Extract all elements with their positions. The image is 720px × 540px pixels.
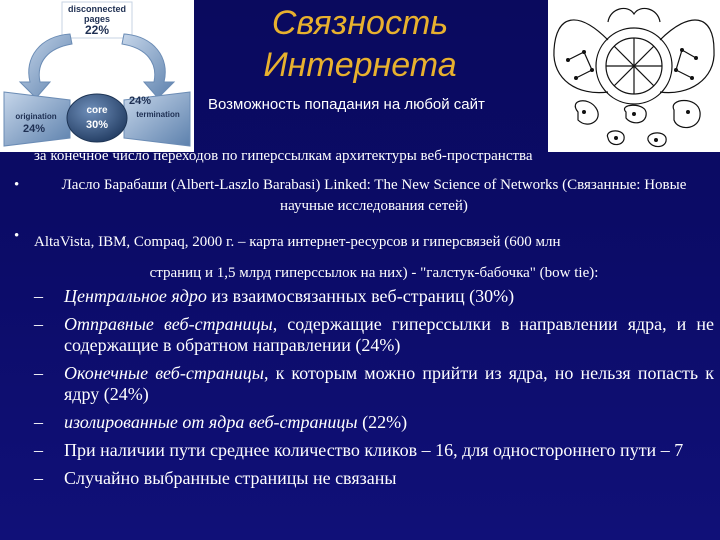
sub-item-text: Случайно выбранные страницы не связаны [64, 468, 397, 488]
dash-icon: – [34, 412, 43, 432]
bullet-item [14, 175, 714, 217]
sub-item [34, 440, 714, 461]
network-sketch-svg [548, 0, 720, 152]
termination-label: termination [136, 110, 180, 119]
island-right [673, 101, 700, 128]
bullet-text: Ласло Барабаши (Albert-Laszlo Barabasi) Linked: The New Science of Networks (Связанные: Новые научные исследования сетей) [61, 177, 687, 214]
sub-item-emphasis: Отправные веб-страницы [64, 314, 273, 334]
sub-item-emphasis: Оконечные веб-страницы [64, 363, 264, 383]
dash-icon: – [34, 468, 43, 488]
sub-item [34, 314, 714, 356]
core-pct: 30% [85, 119, 109, 131]
sub-item [34, 468, 714, 489]
bullet-icon: • [14, 228, 20, 244]
sub-item-text: из взаимосвязанных веб-страниц (30%) [206, 286, 515, 306]
sub-item-text: (22%) [357, 412, 408, 432]
network-sketch [548, 0, 720, 152]
slide-subtitle: Возможность попадания на любой сайт [208, 96, 485, 113]
slide-title: Связность Интернета [263, 4, 457, 84]
sub-item [34, 412, 714, 433]
bullet-icon: • [14, 177, 20, 193]
core-ellipse [67, 94, 127, 142]
sub-item-text: , к которым можно прийти из ядра, но нельзя попасть к ядру (24%) [64, 363, 714, 404]
dash-icon: – [34, 363, 43, 383]
sub-item-emphasis: Центральное ядро [64, 286, 207, 306]
pages-label: pages [83, 14, 111, 24]
subtitle-continuation: за конечное число переходов по гиперссылкам архитектуры веб-пространства [34, 148, 533, 164]
bowtie-diagram [0, 0, 194, 152]
arrow-right-icon [122, 34, 174, 98]
dash-icon: – [34, 314, 43, 334]
bullet-text-line2: страниц и 1,5 млрд гиперссылок на них) - "галстук-бабочка" (bow tie): [149, 265, 599, 281]
dash-icon: – [34, 286, 43, 306]
arrow-left-icon [20, 34, 72, 98]
sub-item-text: , содержащие гиперссылки в направлении ядра, и не содержащие в обратном направлении (24%) [64, 314, 714, 355]
sub-item [34, 286, 714, 307]
dash-icon: – [34, 440, 43, 460]
disconnected-pct: 22% [84, 23, 110, 37]
sub-list [34, 286, 714, 496]
sub-item [34, 363, 714, 405]
origination-label: origination [15, 112, 57, 121]
island-left [575, 101, 598, 124]
bullet-text-line1: AltaVista, IBM, Compaq, 2000 г. – карта интернет-ресурсов и гиперсвязей (600 млн [34, 234, 561, 250]
sub-item-text: При наличии пути среднее количество кликов – 16, для одностороннего пути – 7 [64, 440, 684, 460]
core-label: core [86, 105, 108, 116]
origination-pct: 24% [22, 123, 46, 135]
termination-pct: 24% [128, 95, 152, 107]
sub-item-emphasis: изолированные от ядра веб-страницы [64, 412, 358, 432]
bullet-text [14, 226, 714, 290]
bowtie-svg [0, 0, 194, 152]
bullet-item [14, 226, 714, 290]
disconnected-label: disconnected [67, 4, 127, 14]
